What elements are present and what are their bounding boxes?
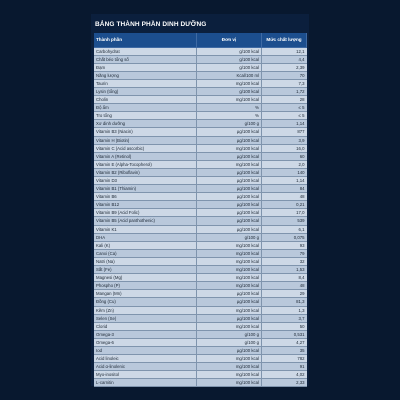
- row-unit: µg/100 kcal: [197, 314, 262, 322]
- row-component: Độ ẩm: [94, 104, 197, 112]
- header-quality-level: Mức chất lượng: [262, 33, 307, 47]
- table-row: [94, 209, 307, 217]
- row-unit: µg/100 kcal: [197, 168, 262, 176]
- table-row: [94, 128, 307, 136]
- row-value: 2,0: [262, 160, 307, 168]
- table-row: [94, 168, 307, 176]
- table-row: [94, 185, 307, 193]
- row-value: 0,21: [262, 201, 307, 209]
- row-unit: µg/100 kcal: [197, 346, 262, 354]
- row-component: Vitamin E (Alpha-Tocopherol): [94, 160, 197, 168]
- row-unit: mg/100 kcal: [197, 79, 262, 87]
- row-unit: mg/100 kcal: [197, 144, 262, 152]
- table-row: [94, 379, 307, 387]
- row-component: Natri (Na): [94, 257, 197, 265]
- row-value: 8,4: [262, 274, 307, 282]
- row-value: ≤ 5: [262, 112, 307, 120]
- row-component: Acid linoleic: [94, 355, 197, 363]
- row-unit: µg/100 kcal: [197, 290, 262, 298]
- row-unit: %: [197, 104, 262, 112]
- table-row: [94, 120, 307, 128]
- row-value: 81,3: [262, 298, 307, 306]
- row-value: 29: [262, 290, 307, 298]
- row-component: Xơ dinh dưỡng: [94, 120, 197, 128]
- row-unit: g/100 kcal: [197, 55, 262, 63]
- row-component: Vitamin C (Acid ascorbic): [94, 144, 197, 152]
- row-value: 3,9: [262, 136, 307, 144]
- row-value: 48: [262, 282, 307, 290]
- row-component: Mangan (Mn): [94, 290, 197, 298]
- row-value: 70: [262, 71, 307, 79]
- row-unit: mg/100 kcal: [197, 282, 262, 290]
- table-row: [94, 363, 307, 371]
- row-unit: µg/100 kcal: [197, 185, 262, 193]
- row-unit: Kcal/100 ml: [197, 71, 262, 79]
- table-header-row: [94, 33, 307, 47]
- table-row: [94, 63, 307, 71]
- row-unit: mg/100 kcal: [197, 241, 262, 249]
- table-row: [94, 79, 307, 87]
- row-value: ≤ 5: [262, 104, 307, 112]
- row-unit: mg/100 kcal: [197, 249, 262, 257]
- table-row: [94, 96, 307, 104]
- row-unit: µg/100 kcal: [197, 177, 262, 185]
- row-unit: mg/100 kcal: [197, 274, 262, 282]
- row-value: 3,7: [262, 314, 307, 322]
- row-unit: mg/100 kcal: [197, 160, 262, 168]
- nutrition-panel: [91, 14, 309, 386]
- row-value: 1,53: [262, 266, 307, 274]
- row-component: Vitamin K1: [94, 225, 197, 233]
- table-row: [94, 355, 307, 363]
- table-row: [94, 71, 307, 79]
- row-value: 32: [262, 257, 307, 265]
- row-component: Omega-3: [94, 330, 197, 338]
- row-unit: mg/100 kcal: [197, 379, 262, 387]
- row-unit: mg/100 kcal: [197, 306, 262, 314]
- row-component: Selen (Se): [94, 314, 197, 322]
- row-value: 48: [262, 193, 307, 201]
- table-row: [94, 160, 307, 168]
- table-row: [94, 330, 307, 338]
- row-unit: µg/100 kcal: [197, 201, 262, 209]
- row-component: Kẽm (Zn): [94, 306, 197, 314]
- table-row: [94, 338, 307, 346]
- row-value: 1,14: [262, 120, 307, 128]
- table-row: [94, 306, 307, 314]
- row-component: Clorid: [94, 322, 197, 330]
- row-component: Magnesi (Mg): [94, 274, 197, 282]
- row-component: Vitamin B12: [94, 201, 197, 209]
- row-unit: µg/100 kcal: [197, 136, 262, 144]
- table-row: [94, 290, 307, 298]
- row-component: Taurin: [94, 79, 197, 87]
- row-unit: g/100 g: [197, 338, 262, 346]
- row-unit: µg/100 kcal: [197, 209, 262, 217]
- table-row: [94, 177, 307, 185]
- row-unit: mg/100 kcal: [197, 371, 262, 379]
- row-component: Vitamin B1 (Thiamin): [94, 185, 197, 193]
- row-component: Kali (K): [94, 241, 197, 249]
- row-unit: g/100 g: [197, 330, 262, 338]
- table-row: [94, 152, 307, 160]
- table-body: [94, 47, 307, 387]
- row-value: 2,33: [262, 379, 307, 387]
- row-unit: g/100 kcal: [197, 63, 262, 71]
- table-row: [94, 217, 307, 225]
- row-component: Acid α-linolenic: [94, 363, 197, 371]
- nutrition-table: [94, 33, 307, 387]
- row-component: Tro tổng: [94, 112, 197, 120]
- row-value: 91: [262, 363, 307, 371]
- row-component: Cholin: [94, 96, 197, 104]
- row-component: L-carnitin: [94, 379, 197, 387]
- row-unit: µg/100 kcal: [197, 298, 262, 306]
- row-value: 12,1: [262, 47, 307, 55]
- table-row: [94, 249, 307, 257]
- row-value: 28: [262, 96, 307, 104]
- header-unit: Đơn vị: [197, 33, 262, 47]
- row-value: 60: [262, 152, 307, 160]
- row-value: 1,14: [262, 177, 307, 185]
- row-value: 17,0: [262, 209, 307, 217]
- row-component: DHA: [94, 233, 197, 241]
- table-row: [94, 322, 307, 330]
- row-component: Canxi (Ca): [94, 249, 197, 257]
- row-component: Omega-6: [94, 338, 197, 346]
- row-unit: µg/100 kcal: [197, 225, 262, 233]
- row-unit: µg/100 kcal: [197, 217, 262, 225]
- table-row: [94, 346, 307, 354]
- row-unit: g/100 kcal: [197, 87, 262, 95]
- row-value: 79: [262, 249, 307, 257]
- table-row: [94, 233, 307, 241]
- row-value: 877: [262, 128, 307, 136]
- table-row: [94, 274, 307, 282]
- row-value: 2,39: [262, 63, 307, 71]
- row-component: Phospho (P): [94, 282, 197, 290]
- table-row: [94, 298, 307, 306]
- row-component: Vitamin A (Retinol): [94, 152, 197, 160]
- table-row: [94, 112, 307, 120]
- row-unit: mg/100 kcal: [197, 363, 262, 371]
- table-row: [94, 136, 307, 144]
- row-value: 84: [262, 185, 307, 193]
- table-row: [94, 193, 307, 201]
- row-component: Chất béo tổng số: [94, 55, 197, 63]
- table-row: [94, 257, 307, 265]
- row-value: 4,02: [262, 371, 307, 379]
- row-unit: µg/100 kcal: [197, 193, 262, 201]
- row-unit: mg/100 kcal: [197, 322, 262, 330]
- table-title: BẢNG THÀNH PHẦN DINH DƯỠNG: [95, 21, 207, 28]
- row-component: Vitamin B5 (Acid panthothenic): [94, 217, 197, 225]
- row-value: 93: [262, 241, 307, 249]
- row-value: 4,27: [262, 338, 307, 346]
- table-row: [94, 87, 307, 95]
- row-component: Vitamin B6: [94, 193, 197, 201]
- row-component: Myo-inositol: [94, 371, 197, 379]
- table-row: [94, 55, 307, 63]
- row-component: Vitamin D3: [94, 177, 197, 185]
- row-unit: mg/100 kcal: [197, 96, 262, 104]
- row-value: 1,72: [262, 87, 307, 95]
- row-value: 0,075: [262, 233, 307, 241]
- header-component: Thành phần: [94, 33, 197, 47]
- row-component: Vitamin B9 (Acid Folic): [94, 209, 197, 217]
- row-value: 6,1: [262, 225, 307, 233]
- row-unit: µg/100 kcal: [197, 128, 262, 136]
- table-row: [94, 314, 307, 322]
- row-value: 140: [262, 168, 307, 176]
- row-component: Lysin (tổng): [94, 87, 197, 95]
- row-value: 0,531: [262, 330, 307, 338]
- row-value: 4,4: [262, 55, 307, 63]
- table-row: [94, 241, 307, 249]
- row-component: Carbohydrat: [94, 47, 197, 55]
- row-unit: mg/100 kcal: [197, 266, 262, 274]
- row-component: Vitamin B2 (Riboflavin): [94, 168, 197, 176]
- row-component: Đạm: [94, 63, 197, 71]
- row-component: Vitamin B3 (Niacin): [94, 128, 197, 136]
- row-unit: %: [197, 112, 262, 120]
- row-value: 16,0: [262, 144, 307, 152]
- row-unit: mg/100 kcal: [197, 355, 262, 363]
- table-row: [94, 201, 307, 209]
- row-component: Vitamin H (Biotin): [94, 136, 197, 144]
- table-row: [94, 225, 307, 233]
- row-unit: g/100 kcal: [197, 47, 262, 55]
- table-row: [94, 266, 307, 274]
- row-value: 1,3: [262, 306, 307, 314]
- row-value: 539: [262, 217, 307, 225]
- row-value: 50: [262, 322, 307, 330]
- row-unit: mg/100 kcal: [197, 257, 262, 265]
- row-component: Sắt (Fe): [94, 266, 197, 274]
- table-row: [94, 282, 307, 290]
- row-unit: g/100 g: [197, 233, 262, 241]
- row-value: 7,3: [262, 79, 307, 87]
- row-unit: g/100 g: [197, 120, 262, 128]
- row-value: 782: [262, 355, 307, 363]
- row-component: Đồng (Cu): [94, 298, 197, 306]
- table-row: [94, 144, 307, 152]
- row-value: 35: [262, 346, 307, 354]
- table-row: [94, 371, 307, 379]
- row-unit: µg/100 kcal: [197, 152, 262, 160]
- table-row: [94, 104, 307, 112]
- row-component: Iod: [94, 346, 197, 354]
- row-component: Năng lượng: [94, 71, 197, 79]
- table-row: [94, 47, 307, 55]
